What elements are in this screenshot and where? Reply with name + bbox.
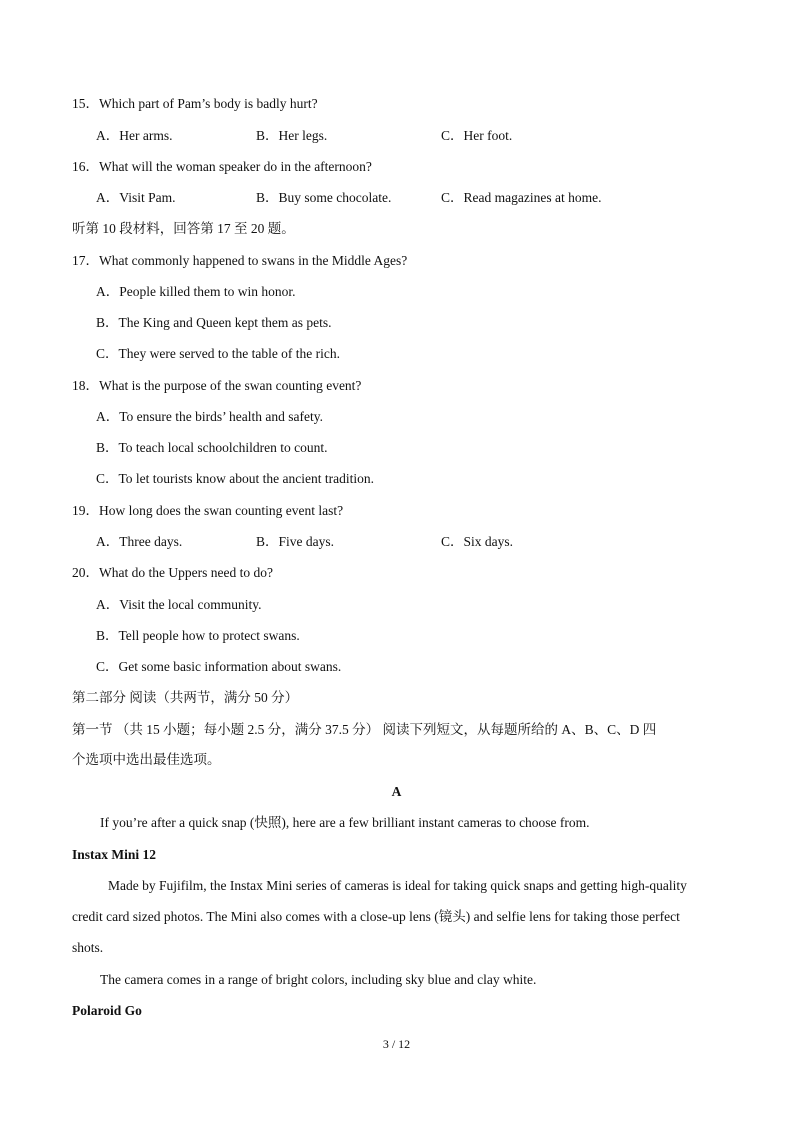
paragraph1-line1: Made by Fujifilm, the Instax Mini series of cameras is ideal for taking quick snaps and getting high-quality	[108, 878, 687, 893]
question-16: 16．What will the woman speaker do in the afternoon?	[72, 159, 372, 174]
question-17: 17．What commonly happened to swans in the Middle Ages?	[72, 253, 408, 268]
q18-option-b: B．To teach local schoolchildren to count.	[96, 440, 328, 455]
q15-option-b: B．Her legs.	[256, 128, 328, 143]
q15-option-a: A．Her arms.	[96, 128, 173, 143]
q17-option-a: A．People killed them to win honor.	[96, 284, 296, 299]
q16-option-c: C．Read magazines at home.	[441, 190, 602, 205]
q16-option-a: A．Visit Pam.	[96, 190, 176, 205]
page-number: 3 / 12	[382, 1037, 411, 1051]
q19-option-b: B．Five days.	[256, 534, 335, 549]
heading-instax-mini-12: Instax Mini 12	[72, 847, 157, 862]
q16-option-b: B．Buy some chocolate.	[256, 190, 392, 205]
paragraph2: The camera comes in a range of bright colors, including sky blue and clay white.	[100, 972, 537, 987]
paragraph1-line2: credit card sized photos. The Mini also comes with a close-up lens (镜头) and selfie lens for taking those perfect	[72, 909, 680, 924]
passage-intro: If you’re after a quick snap (快照), here are a few brilliant instant cameras to choose from.	[100, 815, 590, 830]
q15-option-c: C．Her foot.	[441, 128, 513, 143]
q20-option-b: B．Tell people how to protect swans.	[96, 628, 300, 643]
q20-option-c: C．Get some basic information about swans.	[96, 659, 342, 674]
q19-option-a: A．Three days.	[96, 534, 183, 549]
q17-option-c: C．They were served to the table of the rich.	[96, 346, 341, 361]
paragraph1-line3: shots.	[72, 940, 104, 955]
q20-option-a: A．Visit the local community.	[96, 597, 262, 612]
question-19: 19．How long does the swan counting event last?	[72, 503, 344, 518]
question-20: 20．What do the Uppers need to do?	[72, 565, 273, 580]
part2-title: 第二部分 阅读（共两节，满分 50 分）	[72, 690, 299, 705]
listening-section-note: 听第 10 段材料，回答第 17 至 20 题。	[72, 221, 295, 236]
question-18: 18．What is the purpose of the swan counting event?	[72, 378, 362, 393]
part2-instructions-line2: 个选项中选出最佳选项。	[72, 752, 221, 767]
q18-option-a: A．To ensure the birds’ health and safety.	[96, 409, 323, 424]
q19-option-c: C．Six days.	[441, 534, 514, 549]
q17-option-b: B．The King and Queen kept them as pets.	[96, 315, 332, 330]
heading-polaroid-go: Polaroid Go	[72, 1003, 142, 1018]
passage-letter: A	[391, 784, 402, 799]
q18-option-c: C．To let tourists know about the ancient tradition.	[96, 471, 375, 486]
question-15: 15．Which part of Pam’s body is badly hurt?	[72, 96, 318, 111]
part2-instructions-line1: 第一节 （共 15 小题；每小题 2.5 分，满分 37.5 分） 阅读下列短文，从每题所给的 A、B、C、D 四	[72, 722, 657, 737]
